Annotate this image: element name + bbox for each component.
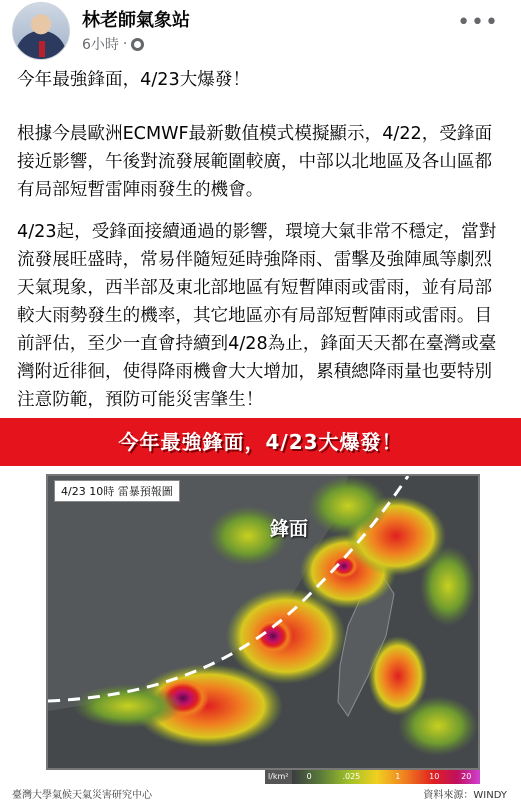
legend-tick: .025	[342, 772, 361, 781]
image-banner-title: 今年最強鋒面，4/23大爆發！	[0, 418, 521, 466]
post-header	[0, 0, 521, 62]
post-body	[17, 66, 507, 428]
legend-tick: 1	[395, 772, 401, 781]
avatar-tie	[39, 41, 45, 57]
legend-tick: 20	[461, 772, 472, 781]
post-paragraph-2: 4/23起，受鋒面接續通過的影響，環境大氣非常不穩定，當對流發展旺盛時，常易伴隨短延時強降雨、雷擊及強陣風等劇烈天氣現象，西半部及東北部地區有短暫陣雨或雷雨，並有局部較大雨勢發生的機率，其它地區亦有局部短暫陣雨或雷雨。目前評估，至少一直會持續到4/28為止，鋒面天天都在臺灣或臺灣附近徘徊，使得降雨機會大大增加，累積總降雨量也要特別注意防範，預防可能災害肇生！	[17, 222, 497, 410]
post-title-line: 今年最強鋒面，4/23大爆發！	[17, 70, 251, 90]
precip-legend	[265, 770, 480, 784]
storm-forecast-map	[46, 474, 480, 770]
front-label: 鋒面	[270, 518, 309, 540]
image-source-right: 資料來源：WINDY	[423, 790, 507, 800]
globe-icon	[131, 38, 144, 51]
legend-color-bar	[292, 770, 480, 784]
legend-tick: 0	[306, 772, 312, 781]
post-image[interactable]	[0, 418, 521, 800]
meta-separator: ·	[122, 36, 128, 52]
map-title: 4/23 10時 雷暴預報圖	[54, 480, 180, 502]
page-name[interactable]: 林老師氣象站	[82, 10, 190, 31]
more-options-icon[interactable]: •••	[457, 10, 499, 35]
image-source-left: 臺灣大學氣候天氣災害研究中心	[12, 790, 152, 800]
legend-unit: l/km²	[265, 770, 292, 784]
legend-tick: 10	[429, 772, 440, 781]
map-graphic	[48, 476, 480, 770]
post-paragraph-1: 根據今晨歐洲ECMWF最新數值模式模擬顯示，4/22，受鋒面接近影響，午後對流發展範圍較廣，中部以北地區及各山區都有局部短暫雷陣雨發生的機會。	[17, 124, 493, 200]
post-time[interactable]: 6小時	[82, 37, 119, 53]
post-meta	[82, 34, 144, 54]
profile-avatar[interactable]	[12, 2, 70, 60]
